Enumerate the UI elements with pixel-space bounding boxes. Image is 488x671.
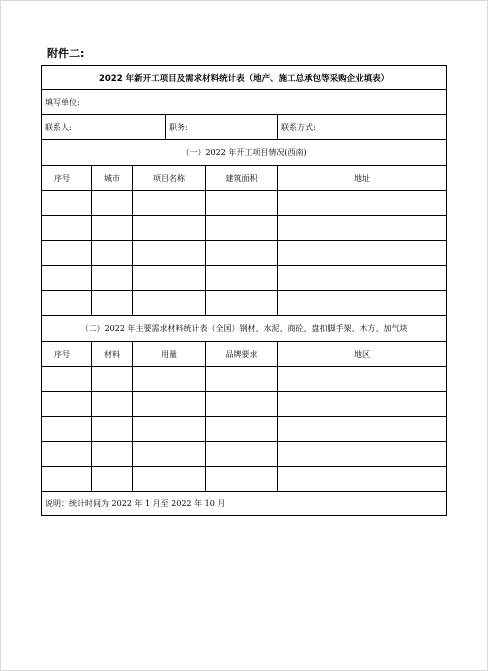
header-quantity: 用量 — [133, 342, 206, 367]
section2-header-row — [42, 342, 447, 367]
note-text: 说明：统计时间为 2022 年 1 月至 2022 年 10 月 — [42, 492, 447, 516]
table-cell[interactable] — [278, 241, 447, 266]
section2-data-row — [42, 467, 447, 492]
table-cell[interactable] — [133, 417, 206, 442]
header-building-area: 建筑面积 — [206, 166, 278, 191]
section1-title: （一）2022 年开工项目情况(西南) — [42, 140, 447, 166]
header-project-name: 项目名称 — [133, 166, 206, 191]
table-cell[interactable] — [206, 216, 278, 241]
table-cell[interactable] — [133, 442, 206, 467]
table-cell[interactable] — [92, 417, 133, 442]
section1-header-row — [42, 166, 447, 191]
table-cell[interactable] — [42, 241, 92, 266]
contact-person-label: 联系人: — [45, 122, 72, 132]
table-cell[interactable] — [42, 266, 92, 291]
position-field[interactable] — [166, 115, 278, 140]
table-cell[interactable] — [92, 191, 133, 216]
table-cell[interactable] — [133, 392, 206, 417]
section2-title: （二）2022 年主要需求材料统计表（全国）钢材、水泥、商砼、盘扣脚手架、木方、加气块 — [42, 316, 447, 342]
section1-title-row — [42, 140, 447, 166]
table-cell[interactable] — [42, 442, 92, 467]
header-serial-2: 序号 — [42, 342, 92, 367]
table-cell[interactable] — [206, 467, 278, 492]
table-cell[interactable] — [278, 191, 447, 216]
form-title-row — [42, 66, 447, 90]
table-cell[interactable] — [42, 216, 92, 241]
table-cell[interactable] — [206, 241, 278, 266]
table-cell[interactable] — [278, 467, 447, 492]
section1-data-row — [42, 291, 447, 316]
contact-row — [42, 115, 447, 140]
table-cell[interactable] — [278, 216, 447, 241]
section2-data-row — [42, 392, 447, 417]
section1-data-row — [42, 266, 447, 291]
statistics-form-table — [41, 65, 447, 516]
table-cell[interactable] — [42, 191, 92, 216]
table-cell[interactable] — [133, 191, 206, 216]
table-cell[interactable] — [92, 367, 133, 392]
table-cell[interactable] — [92, 266, 133, 291]
table-cell[interactable] — [206, 392, 278, 417]
table-cell[interactable] — [278, 392, 447, 417]
section1-data-row — [42, 241, 447, 266]
table-cell[interactable] — [206, 291, 278, 316]
section2-data-row — [42, 442, 447, 467]
table-cell[interactable] — [278, 442, 447, 467]
fill-unit-row — [42, 90, 447, 115]
contact-person-field[interactable] — [42, 115, 166, 140]
table-cell[interactable] — [92, 291, 133, 316]
table-cell[interactable] — [92, 241, 133, 266]
table-cell[interactable] — [133, 467, 206, 492]
table-cell[interactable] — [278, 367, 447, 392]
table-cell[interactable] — [133, 367, 206, 392]
table-cell[interactable] — [278, 266, 447, 291]
section2-data-row — [42, 367, 447, 392]
fill-unit-label: 填写单位: — [45, 97, 80, 107]
contact-method-field[interactable] — [278, 115, 447, 140]
table-cell[interactable] — [206, 191, 278, 216]
table-cell[interactable] — [92, 467, 133, 492]
position-label: 职务: — [169, 122, 188, 132]
table-cell[interactable] — [133, 291, 206, 316]
table-cell[interactable] — [133, 266, 206, 291]
table-cell[interactable] — [92, 392, 133, 417]
section1-data-row — [42, 191, 447, 216]
section2-data-row — [42, 417, 447, 442]
table-cell[interactable] — [133, 216, 206, 241]
fill-unit-field[interactable] — [42, 90, 447, 115]
table-cell[interactable] — [42, 467, 92, 492]
table-cell[interactable] — [42, 392, 92, 417]
header-city: 城市 — [92, 166, 133, 191]
header-address: 地址 — [278, 166, 447, 191]
table-cell[interactable] — [42, 417, 92, 442]
table-cell[interactable] — [278, 291, 447, 316]
table-cell[interactable] — [278, 417, 447, 442]
table-cell[interactable] — [206, 417, 278, 442]
table-cell[interactable] — [42, 367, 92, 392]
form-title: 2022 年新开工项目及需求材料统计表（地产、施工总承包等采购企业填表） — [42, 66, 447, 90]
note-row — [42, 492, 447, 516]
header-brand-requirement: 品牌要求 — [206, 342, 278, 367]
section1-data-row — [42, 216, 447, 241]
table-cell[interactable] — [133, 241, 206, 266]
section2-title-row — [42, 316, 447, 342]
header-serial: 序号 — [42, 166, 92, 191]
table-cell[interactable] — [206, 442, 278, 467]
table-cell[interactable] — [92, 216, 133, 241]
header-material: 材料 — [92, 342, 133, 367]
header-region: 地区 — [278, 342, 447, 367]
table-cell[interactable] — [42, 291, 92, 316]
contact-method-label: 联系方式: — [281, 122, 316, 132]
table-cell[interactable] — [92, 442, 133, 467]
attachment-label: 附件二: — [47, 47, 85, 60]
table-cell[interactable] — [206, 266, 278, 291]
table-cell[interactable] — [206, 367, 278, 392]
